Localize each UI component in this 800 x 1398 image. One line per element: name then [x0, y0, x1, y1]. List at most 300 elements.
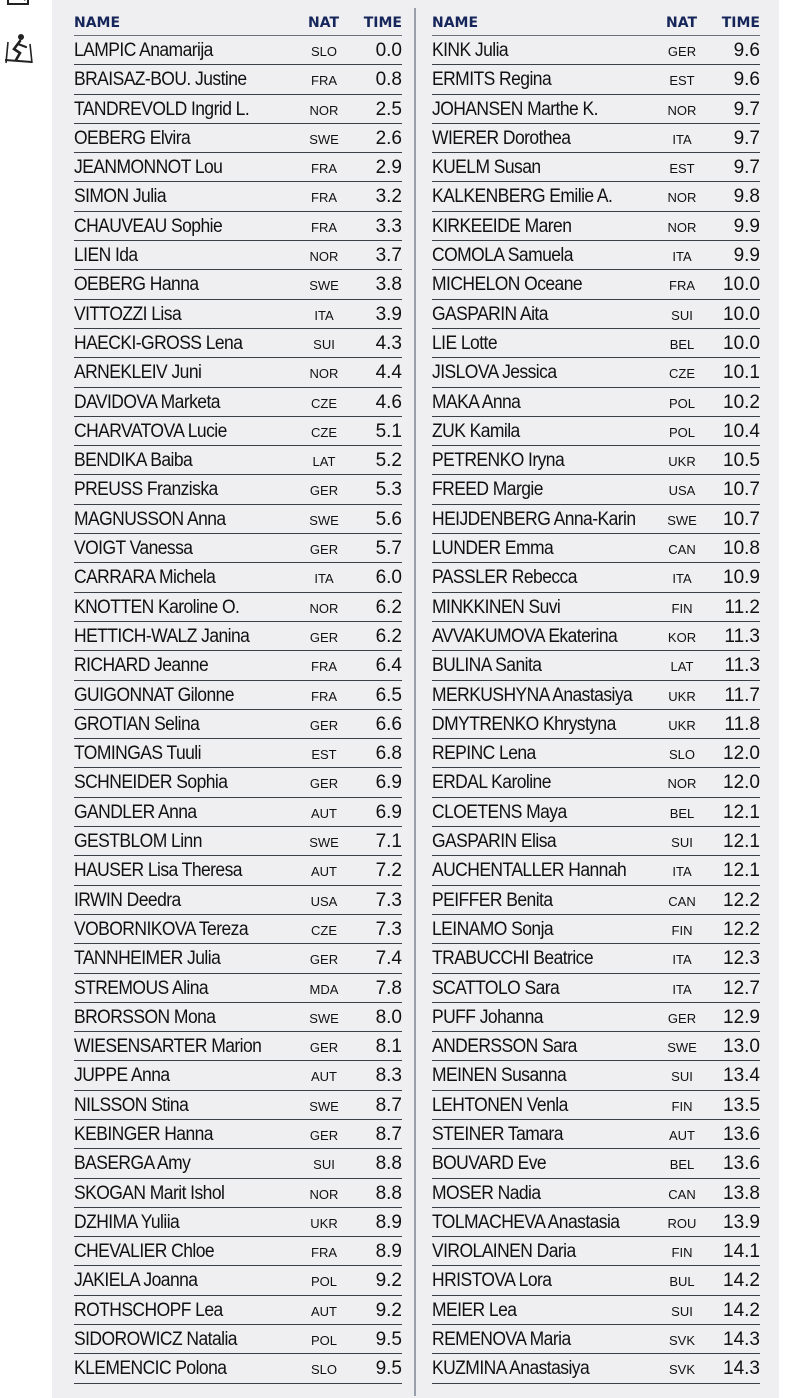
athlete-nation: GER	[309, 483, 339, 499]
athlete-time: 4.3	[375, 332, 402, 354]
athlete-nation: SUI	[313, 1157, 335, 1173]
table-row	[432, 270, 760, 299]
athlete-time: 9.6	[733, 40, 760, 61]
athlete-time: 6.9	[375, 772, 402, 794]
athlete-name: LIE Lotte	[432, 332, 498, 354]
athlete-time: 6.2	[375, 625, 402, 647]
table-row	[74, 681, 402, 710]
table-row	[74, 1061, 402, 1090]
athlete-name: PASSLER Rebecca	[432, 567, 577, 589]
athlete-nation: FRA	[311, 161, 337, 177]
table-row	[74, 505, 402, 534]
header-time: TIME	[363, 15, 402, 31]
athlete-name: REPINC Lena	[432, 743, 536, 765]
header-name: NAME	[74, 15, 121, 31]
athlete-name: ZUK Kamila	[432, 420, 520, 442]
athlete-name: LEINAMO Sonja	[432, 918, 554, 940]
table-row	[74, 1149, 402, 1178]
table-row	[432, 651, 760, 680]
table-row	[74, 36, 402, 65]
athlete-nation: CZE	[311, 922, 337, 938]
table-row	[74, 1325, 402, 1354]
athlete-nation: POL	[310, 1274, 337, 1290]
results-panel	[52, 0, 779, 1398]
table-row	[74, 563, 402, 592]
athlete-name: COMOLA Samuela	[432, 245, 573, 267]
athlete-name: VITTOZZI Lisa	[74, 303, 182, 325]
athlete-time: 8.0	[375, 1006, 402, 1028]
athlete-time: 8.3	[375, 1065, 402, 1087]
athlete-time: 9.2	[375, 1270, 402, 1292]
athlete-time: 3.3	[375, 215, 402, 237]
table-row	[74, 651, 402, 680]
athlete-nation: FIN	[671, 1098, 693, 1114]
athlete-name: JUPPE Anna	[74, 1065, 170, 1087]
athlete-name: BULINA Sanita	[432, 655, 542, 677]
athlete-time: 9.5	[375, 1329, 402, 1351]
athlete-name: TOMINGAS Tuuli	[74, 743, 201, 765]
athlete-nation: GER	[309, 952, 339, 968]
athlete-time: 3.8	[375, 274, 402, 296]
athlete-name: KLEMENCIC Polona	[74, 1358, 227, 1380]
table-row	[74, 300, 402, 329]
table-row	[74, 358, 402, 387]
table-row	[74, 153, 402, 182]
athlete-name: IRWIN Deedra	[74, 889, 181, 911]
athlete-name: MEINEN Susanna	[432, 1065, 567, 1087]
athlete-time: 12.1	[723, 801, 760, 823]
athlete-nation: SWE	[309, 278, 339, 294]
athlete-nation: NOR	[667, 102, 697, 118]
table-row	[74, 622, 402, 651]
athlete-nation: FIN	[671, 922, 693, 938]
table-row	[74, 944, 402, 973]
athlete-nation: FRA	[311, 73, 337, 89]
athlete-time: 11.8	[724, 713, 760, 735]
table-row	[74, 1179, 402, 1208]
athlete-name: STEINER Tamara	[432, 1123, 563, 1145]
table-row	[432, 915, 760, 944]
athlete-time: 12.3	[723, 948, 760, 970]
table-row	[432, 768, 760, 797]
skier-icon[interactable]	[2, 32, 36, 66]
athlete-nation: UKR	[668, 717, 696, 733]
athlete-name: GESTBLOM Linn	[74, 831, 202, 853]
table-row	[74, 710, 402, 739]
athlete-name: ROTHSCHOPF Lea	[74, 1299, 223, 1321]
athlete-time: 10.2	[723, 391, 760, 413]
table-row	[74, 1003, 402, 1032]
athlete-name: FREED Margie	[432, 479, 543, 501]
athlete-name: HETTICH-WALZ Janina	[74, 625, 250, 647]
athlete-nation: AUT	[669, 1127, 695, 1143]
athlete-nation: POL	[310, 1333, 337, 1349]
athlete-nation: GER	[309, 717, 339, 733]
athlete-nation: POL	[668, 395, 695, 411]
athlete-time: 13.9	[723, 1211, 760, 1233]
athlete-nation: FRA	[311, 1245, 337, 1261]
athlete-name: KINK Julia	[432, 40, 509, 61]
athlete-nation: CZE	[311, 395, 337, 411]
athlete-time: 14.2	[723, 1270, 760, 1292]
athlete-name: VIROLAINEN Daria	[432, 1241, 576, 1263]
athlete-nation: POL	[668, 424, 695, 440]
athlete-time: 4.6	[375, 391, 402, 413]
athlete-name: RICHARD Jeanne	[74, 655, 209, 677]
athlete-nation: ITA	[314, 571, 334, 587]
athlete-nation: KOR	[667, 629, 697, 645]
athlete-time: 13.6	[723, 1123, 760, 1145]
athlete-time: 0.8	[375, 69, 402, 91]
athlete-nation: ROU	[667, 1215, 697, 1231]
athlete-nation: LAT	[312, 454, 336, 470]
athlete-nation: EST	[669, 161, 695, 177]
athlete-name: TANNHEIMER Julia	[74, 948, 221, 970]
athlete-nation: CAN	[668, 1186, 696, 1202]
table-row	[74, 388, 402, 417]
athlete-nation: CAN	[668, 542, 696, 558]
athlete-nation: CAN	[668, 893, 696, 909]
athlete-name: SKOGAN Marit Ishol	[74, 1182, 225, 1204]
athlete-name: HRISTOVA Lora	[432, 1270, 552, 1292]
athlete-time: 7.2	[375, 860, 402, 882]
table-row	[432, 1179, 760, 1208]
athlete-time: 5.3	[375, 479, 402, 501]
results-column-right	[432, 8, 760, 1384]
athlete-name: TRABUCCHI Beatrice	[432, 948, 594, 970]
table-row	[432, 563, 760, 592]
athlete-name: CHARVATOVA Lucie	[74, 420, 227, 442]
athlete-nation: GER	[667, 1010, 697, 1026]
table-row	[432, 300, 760, 329]
table-row	[432, 241, 760, 270]
athlete-nation: SWE	[309, 512, 339, 528]
table-row	[74, 856, 402, 885]
table-row	[432, 475, 760, 504]
results-column-left	[74, 8, 402, 1384]
athlete-nation: UKR	[668, 688, 696, 704]
athlete-name: SCATTOLO Sara	[432, 977, 560, 999]
athlete-nation: ITA	[672, 981, 692, 997]
share-icon[interactable]	[2, 0, 36, 24]
athlete-time: 10.1	[723, 362, 760, 384]
athlete-name: PREUSS Franziska	[74, 479, 218, 501]
athlete-nation: BEL	[669, 805, 695, 821]
athlete-time: 3.9	[375, 303, 402, 325]
athlete-time: 10.4	[723, 420, 760, 442]
athlete-nation: UKR	[668, 454, 696, 470]
athlete-name: ERMITS Regina	[432, 69, 552, 91]
athlete-nation: SWE	[309, 1098, 339, 1114]
athlete-nation: SVK	[668, 1362, 695, 1378]
header-nat: NAT	[666, 15, 698, 31]
athlete-nation: FRA	[311, 688, 337, 704]
athlete-nation: ITA	[314, 307, 334, 323]
table-row	[432, 1003, 760, 1032]
table-row	[74, 593, 402, 622]
athlete-time: 9.5	[375, 1358, 402, 1380]
athlete-nation: SLO	[310, 1362, 337, 1378]
athlete-name: GROTIAN Selina	[74, 713, 200, 735]
athlete-time: 10.7	[723, 479, 760, 501]
table-row	[432, 622, 760, 651]
athlete-nation: AUT	[311, 805, 337, 821]
athlete-name: JAKIELA Joanna	[74, 1270, 198, 1292]
athlete-name: KUZMINA Anastasiya	[432, 1358, 590, 1380]
athlete-time: 10.9	[723, 567, 760, 589]
athlete-time: 6.8	[375, 743, 402, 765]
table-row	[432, 856, 760, 885]
athlete-name: TOLMACHEVA Anastasia	[432, 1211, 620, 1233]
athlete-name: SIMON Julia	[74, 186, 167, 208]
athlete-name: PEIFFER Benita	[432, 889, 553, 911]
athlete-nation: NOR	[667, 219, 697, 235]
athlete-time: 5.6	[375, 508, 402, 530]
athlete-time: 14.2	[723, 1299, 760, 1321]
athlete-nation: NOR	[309, 366, 339, 382]
athlete-time: 10.0	[723, 274, 760, 296]
athlete-name: STREMOUS Alina	[74, 977, 209, 999]
table-row	[432, 153, 760, 182]
athlete-nation: GER	[309, 1127, 339, 1143]
table-row	[432, 739, 760, 768]
athlete-time: 14.3	[723, 1358, 760, 1380]
athlete-nation: SLO	[310, 44, 337, 59]
athlete-time: 11.2	[724, 596, 760, 618]
athlete-name: DMYTRENKO Khrystyna	[432, 713, 616, 735]
side-toolbar	[0, 0, 52, 1398]
athlete-nation: BUL	[669, 1274, 695, 1290]
athlete-time: 8.8	[375, 1153, 402, 1175]
athlete-time: 7.8	[375, 977, 402, 999]
athlete-time: 14.3	[723, 1329, 760, 1351]
athlete-nation: NOR	[309, 102, 339, 118]
athlete-nation: FRA	[669, 278, 695, 294]
athlete-time: 2.6	[375, 127, 402, 149]
header-name: NAME	[432, 15, 479, 31]
athlete-time: 12.1	[723, 860, 760, 882]
athlete-nation: FIN	[671, 600, 693, 616]
athlete-nation: EST	[669, 73, 695, 89]
athlete-name: SIDOROWICZ Natalia	[74, 1329, 237, 1351]
table-row	[74, 1208, 402, 1237]
athlete-name: SCHNEIDER Sophia	[74, 772, 228, 794]
athlete-time: 12.2	[723, 889, 760, 911]
table-row	[432, 886, 760, 915]
athlete-name: DZHIMA Yuliia	[74, 1211, 180, 1233]
athlete-nation: SUI	[671, 307, 693, 323]
athlete-time: 13.6	[723, 1153, 760, 1175]
table-row	[432, 534, 760, 563]
athlete-nation: LAT	[670, 659, 694, 675]
table-row	[432, 124, 760, 153]
athlete-time: 9.6	[733, 69, 760, 91]
table-row	[74, 739, 402, 768]
table-row	[432, 1208, 760, 1237]
table-row	[74, 534, 402, 563]
athlete-name: LUNDER Emma	[432, 538, 554, 560]
table-row	[74, 1237, 402, 1266]
athlete-nation: SWE	[309, 1010, 339, 1026]
athlete-name: ARNEKLEIV Juni	[74, 362, 202, 384]
athlete-nation: BEL	[669, 336, 695, 352]
athlete-time: 6.9	[375, 801, 402, 823]
athlete-nation: GER	[667, 44, 697, 59]
table-row	[432, 681, 760, 710]
athlete-name: WIESENSARTER Marion	[74, 1036, 262, 1058]
table-row	[432, 1296, 760, 1325]
athlete-name: BRAISAZ-BOU. Justine	[74, 69, 247, 91]
athlete-nation: CZE	[311, 424, 337, 440]
athlete-nation: SWE	[309, 835, 339, 851]
athlete-time: 5.1	[375, 420, 402, 442]
athlete-nation: SUI	[671, 1069, 693, 1085]
athlete-nation: SLO	[668, 747, 695, 763]
athlete-time: 5.7	[375, 538, 402, 560]
athlete-nation: SUI	[671, 1303, 693, 1319]
table-row	[74, 886, 402, 915]
athlete-nation: FIN	[671, 1245, 693, 1261]
athlete-name: MAGNUSSON Anna	[74, 508, 226, 530]
athlete-name: BOUVARD Eve	[432, 1153, 547, 1175]
table-row	[432, 358, 760, 387]
header-nat: NAT	[308, 15, 340, 31]
athlete-name: GANDLER Anna	[74, 801, 197, 823]
athlete-time: 13.4	[723, 1065, 760, 1087]
athlete-time: 3.7	[375, 245, 402, 267]
athlete-nation: SWE	[667, 1040, 697, 1056]
athlete-name: KNOTTEN Karoline O.	[74, 596, 240, 618]
athlete-nation: NOR	[309, 600, 339, 616]
athlete-time: 8.7	[375, 1094, 402, 1116]
athlete-name: CHAUVEAU Sophie	[74, 215, 223, 237]
table-row	[432, 1237, 760, 1266]
athlete-time: 9.9	[733, 215, 760, 237]
table-row	[74, 446, 402, 475]
table-row	[74, 1120, 402, 1149]
table-row	[432, 974, 760, 1003]
athlete-time: 12.9	[723, 1006, 760, 1028]
table-row	[74, 95, 402, 124]
column-header	[432, 8, 760, 36]
athlete-name: KIRKEEIDE Maren	[432, 215, 572, 237]
athlete-name: AVVAKUMOVA Ekaterina	[432, 625, 618, 647]
table-row	[74, 1091, 402, 1120]
athlete-time: 9.2	[375, 1299, 402, 1321]
table-row	[74, 1296, 402, 1325]
athlete-time: 9.7	[733, 157, 760, 179]
athlete-nation: FRA	[311, 190, 337, 206]
athlete-name: OEBERG Hanna	[74, 274, 199, 296]
athlete-nation: GER	[309, 1040, 339, 1056]
athlete-nation: ITA	[672, 249, 692, 265]
athlete-time: 7.3	[375, 889, 402, 911]
athlete-time: 12.2	[723, 918, 760, 940]
athlete-name: KEBINGER Hanna	[74, 1123, 213, 1145]
athlete-nation: GER	[309, 542, 339, 558]
athlete-nation: ITA	[672, 952, 692, 968]
table-row	[432, 388, 760, 417]
athlete-name: MICHELON Oceane	[432, 274, 583, 296]
athlete-time: 7.4	[375, 948, 402, 970]
athlete-time: 12.7	[723, 977, 760, 999]
table-row	[432, 1266, 760, 1295]
table-row	[74, 915, 402, 944]
athlete-name: NILSSON Stina	[74, 1094, 189, 1116]
table-row	[74, 270, 402, 299]
athlete-time: 6.6	[375, 713, 402, 735]
table-row	[74, 1266, 402, 1295]
athlete-nation: FRA	[311, 659, 337, 675]
athlete-name: HAUSER Lisa Theresa	[74, 860, 242, 882]
table-row	[74, 182, 402, 211]
athlete-name: AUCHENTALLER Hannah	[432, 860, 627, 882]
athlete-time: 10.0	[723, 303, 760, 325]
table-row	[432, 182, 760, 211]
athlete-nation: ITA	[672, 864, 692, 880]
table-row	[432, 593, 760, 622]
table-row	[432, 944, 760, 973]
athlete-nation: USA	[310, 893, 338, 909]
athlete-name: WIERER Dorothea	[432, 127, 571, 149]
athlete-name: VOBORNIKOVA Tereza	[74, 918, 249, 940]
athlete-name: TANDREVOLD Ingrid L.	[74, 98, 250, 120]
athlete-time: 4.4	[375, 362, 402, 384]
athlete-name: DAVIDOVA Marketa	[74, 391, 220, 413]
table-row	[432, 329, 760, 358]
athlete-nation: GER	[309, 629, 339, 645]
column-divider	[414, 8, 416, 1396]
athlete-name: HAECKI-GROSS Lena	[74, 332, 243, 354]
athlete-name: GUIGONNAT Gilonne	[74, 684, 234, 706]
athlete-name: CARRARA Michela	[74, 567, 216, 589]
athlete-time: 5.2	[375, 450, 402, 472]
athlete-name: MAKA Anna	[432, 391, 521, 413]
athlete-name: KUELM Susan	[432, 157, 541, 179]
athlete-nation: GER	[309, 776, 339, 792]
column-header	[74, 8, 402, 36]
athlete-name: MEIER Lea	[432, 1299, 517, 1321]
athlete-nation: ITA	[672, 571, 692, 587]
athlete-name: BENDIKA Baiba	[74, 450, 193, 472]
athlete-time: 8.7	[375, 1123, 402, 1145]
athlete-time: 10.5	[723, 450, 760, 472]
table-row	[432, 36, 760, 65]
athlete-time: 6.0	[375, 567, 402, 589]
table-row	[74, 827, 402, 856]
athlete-name: JISLOVA Jessica	[432, 362, 557, 384]
table-row	[432, 417, 760, 446]
athlete-name: CHEVALIER Chloe	[74, 1241, 215, 1263]
table-row	[432, 65, 760, 94]
athlete-time: 13.0	[723, 1036, 760, 1058]
athlete-time: 8.9	[375, 1211, 402, 1233]
table-row	[74, 475, 402, 504]
athlete-name: LAMPIC Anamarija	[74, 40, 213, 61]
athlete-time: 3.2	[375, 186, 402, 208]
athlete-name: REMENOVA Maria	[432, 1329, 571, 1351]
table-row	[432, 710, 760, 739]
athlete-nation: MDA	[309, 981, 339, 997]
athlete-nation: USA	[668, 483, 696, 499]
table-row	[74, 417, 402, 446]
athlete-nation: NOR	[309, 1186, 339, 1202]
athlete-time: 10.7	[723, 508, 760, 530]
athlete-nation: AUT	[311, 1303, 337, 1319]
athlete-name: OEBERG Elvira	[74, 127, 191, 149]
athlete-name: MOSER Nadia	[432, 1182, 541, 1204]
athlete-name: MERKUSHYNA Anastasiya	[432, 684, 633, 706]
